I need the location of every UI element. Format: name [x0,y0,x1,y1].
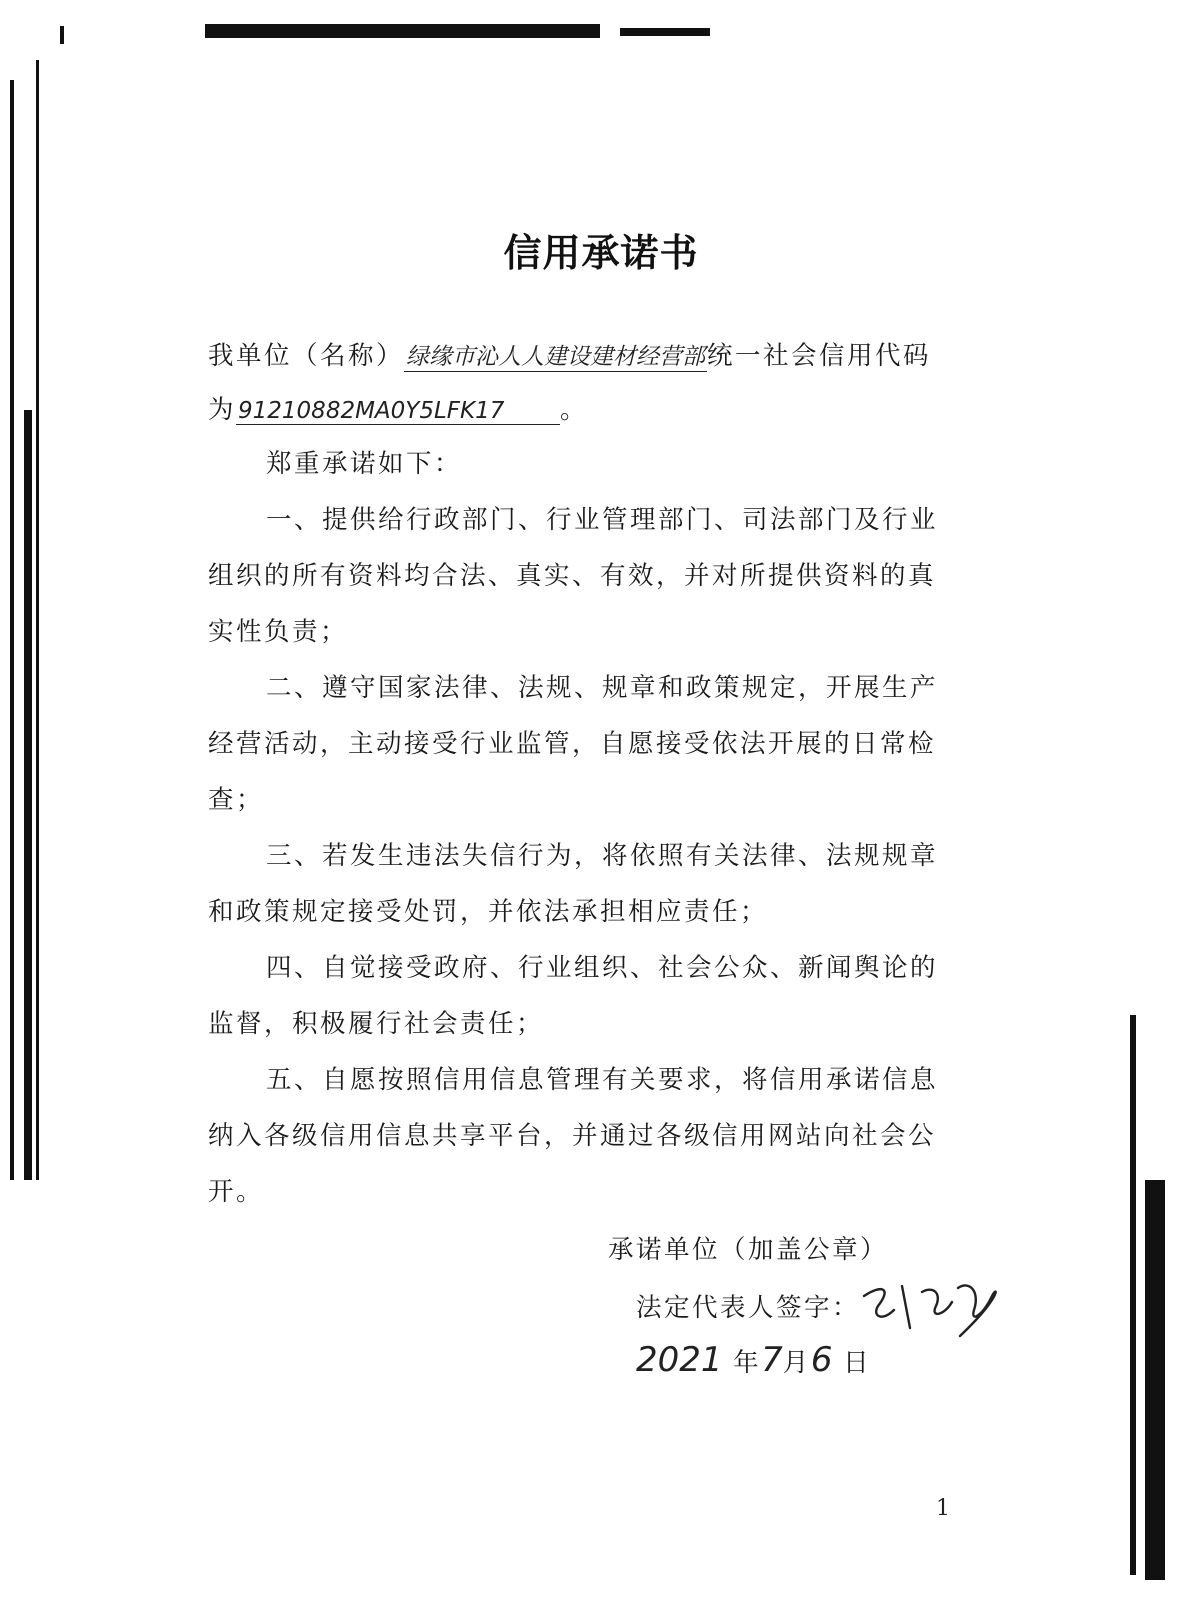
date-line [636,1340,871,1380]
intro-suffix: 统一社会信用代码 [707,341,932,371]
clause-4: 四、自觉接受政府、行业组织、社会公众、新闻舆论的监督，积极履行社会责任； [208,953,939,1039]
scan-artifact [1130,1015,1136,1575]
code-prefix: 为 [208,395,237,425]
intro-line [208,336,931,372]
scan-artifact [1145,1180,1165,1580]
signature-label: 法定代表人签字： [636,1293,861,1323]
intro-prefix: 我单位（名称） [208,341,405,371]
scan-artifact [60,26,64,44]
credit-code-field: 91210882MA0Y5LFK17 [236,398,560,425]
date-day-unit: 日 [843,1348,872,1378]
date-year: 2021 [636,1340,723,1380]
code-line [208,390,588,426]
clause-3: 三、若发生违法失信行为，将依照有关法律、法规规章和政策规定接受处罚，并依法承担相应责任； [208,841,939,927]
scan-artifact [205,24,600,38]
date-year-unit: 年 [733,1348,762,1378]
clause-1: 一、提供给行政部门、行业管理部门、司法部门及行业组织的所有资料均合法、真实、有效，并对所提供资料的真实性负责； [208,505,939,647]
date-day: 6 [810,1340,833,1380]
seal-label: 承诺单位（加盖公章） [608,1235,889,1265]
date-month-unit: 月 [782,1348,811,1378]
clause-2: 二、遵守国家法律、法规、规章和政策规定，开展生产经营活动，主动接受行业监管，自愿接受依法开展的日常检查； [208,673,939,815]
page-number: 1 [936,1496,950,1521]
clause-5: 五、自愿按照信用信息管理有关要求，将信用承诺信息纳入各级信用信息共享平台，并通过各级信用网站向社会公开。 [208,1065,939,1207]
scan-artifact [24,410,32,1180]
document-title: 信用承诺书 [503,231,699,275]
company-name-field: 绿缘市沁人人建设建材经营部 [404,338,707,372]
date-month: 7 [761,1340,783,1380]
code-suffix: 。 [560,395,589,425]
commit-heading: 郑重承诺如下： [266,449,463,479]
scan-artifact [620,28,710,36]
